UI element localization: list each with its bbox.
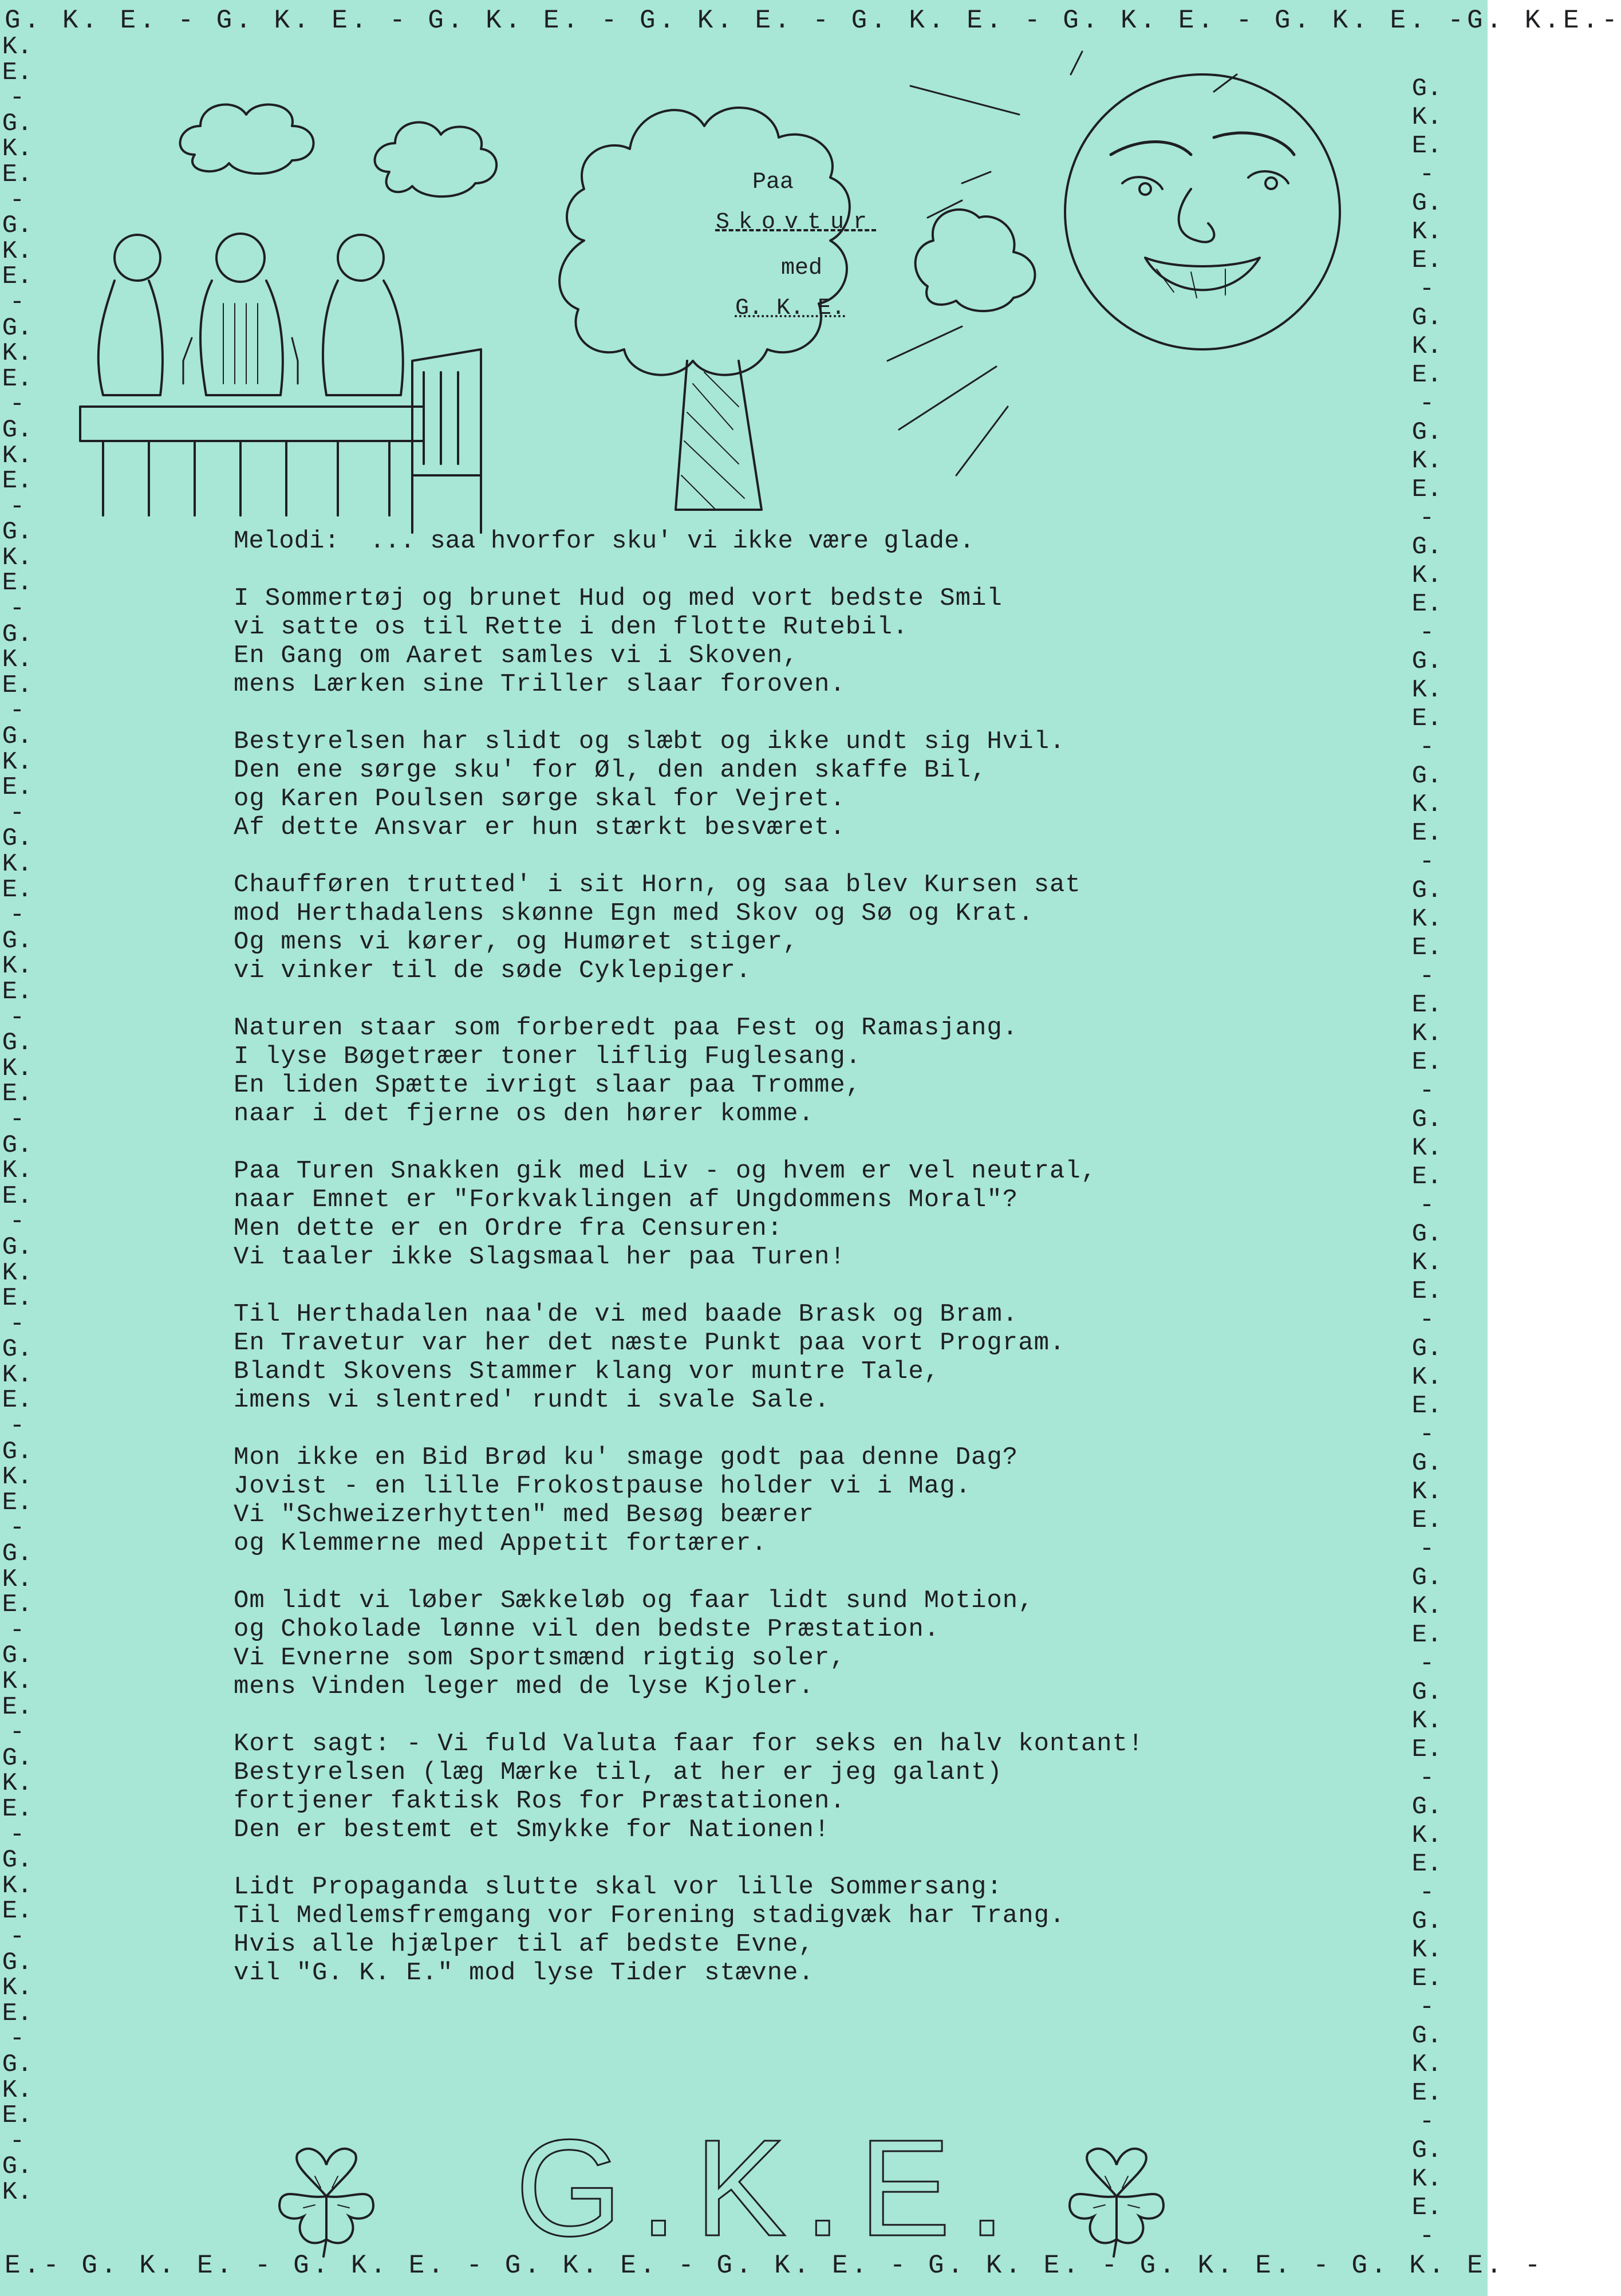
border-right-char: G. <box>1411 647 1442 676</box>
cloud-left-icon <box>180 105 314 174</box>
verse-line: vi vinker til de søde Cyklepiger. <box>234 956 752 985</box>
tree-sign-line-2: Skovtur <box>715 210 877 235</box>
border-right-char: K. <box>1411 1936 1442 1964</box>
border-left-char: G. <box>2 926 33 955</box>
stanza <box>234 584 1322 699</box>
border-left-char: E. <box>2 1590 33 1620</box>
verse-line: mod Herthadalens skønne Egn med Skov og Sø og Krat. <box>234 899 1034 928</box>
border-left-char: G. <box>2 1948 33 1977</box>
border-left-char: G. <box>2 1029 33 1058</box>
border-left-char: K. <box>2 1258 33 1287</box>
border-left-char: K. <box>2 135 33 164</box>
border-left-char: K. <box>2 1463 33 1492</box>
border-right-char: E. <box>1411 361 1442 389</box>
verse-line: Blandt Skovens Stammer klang vor muntre Tale, <box>234 1357 940 1386</box>
border-left-char: E. <box>2 1386 33 1415</box>
border-left-char: E. <box>2 58 33 87</box>
border-right-char: - <box>1419 962 1435 991</box>
border-left-char: G. <box>2 211 33 241</box>
border-right-char: E. <box>1411 1277 1442 1306</box>
border-right-char: K. <box>1411 1363 1442 1392</box>
border-left-char: - <box>9 186 25 215</box>
border-left-char: - <box>9 84 25 113</box>
verse-line: og Karen Poulsen sørge skal for Vejret. <box>234 785 846 813</box>
border-left-char: E. <box>2 364 33 393</box>
verse-line: Mon ikke en Bid Brød ku' smage godt paa denne Dag? <box>234 1443 1019 1472</box>
border-left-char: G. <box>2 313 33 342</box>
border-right-char: K. <box>1411 676 1442 704</box>
border-right-char: G. <box>1411 2136 1442 2165</box>
verse-line: Vi "Schweizerhytten" med Besøg beærer <box>234 1501 814 1529</box>
border-right-char: - <box>1419 504 1435 533</box>
border-right-char: G. <box>1411 1793 1442 1821</box>
tree-sign-line-4: G. K. E. <box>735 296 846 321</box>
border-right-char: K. <box>1411 218 1442 246</box>
border-right-char: G. <box>1411 2022 1442 2050</box>
border-left-char: E. <box>2 1284 33 1313</box>
verse-line: Og mens vi kører, og Humøret stiger, <box>234 928 799 956</box>
border-left-char: E. <box>2 773 33 802</box>
border-left-char: K. <box>2 2177 33 2207</box>
song-text <box>234 527 1322 1987</box>
border-right-char: - <box>1419 733 1435 762</box>
gke-logo: G.K.E. <box>515 2111 1023 2265</box>
border-right-char: E. <box>1411 590 1442 619</box>
border-right-char: K. <box>1411 332 1442 361</box>
border-left-char: - <box>9 1820 25 1849</box>
border-left-char: K. <box>2 1565 33 1594</box>
tree-sign-line-3: med <box>780 255 822 281</box>
border-left-char: E. <box>2 875 33 904</box>
border-right-char: - <box>1419 1077 1435 1105</box>
verse-line: Om lidt vi løber Sækkeløb og faar lidt sund Motion, <box>234 1586 1034 1615</box>
border-left-char: G. <box>2 1743 33 1773</box>
verse-line: og Klemmerne med Appetit fortærer. <box>234 1529 767 1558</box>
border-left-char: - <box>9 1003 25 1032</box>
border-left-char: K. <box>2 441 33 470</box>
border-right-char: - <box>1419 1878 1435 1907</box>
melody-line: Melodi: ... saa hvorfor sku' vi ikke være glade. <box>234 527 975 556</box>
border-left-char: - <box>9 2025 25 2054</box>
border-left-char: - <box>9 390 25 419</box>
border-left-char: G. <box>2 1335 33 1364</box>
verse-line: imens vi slentred' rundt i svale Sale. <box>234 1386 830 1415</box>
border-left-char: G. <box>2 1641 33 1671</box>
border-right-char: K. <box>1411 447 1442 475</box>
border-left-char: K. <box>2 2076 33 2105</box>
tree-sign-line-1: Paa <box>752 170 794 195</box>
border-right-char: G. <box>1411 1678 1442 1707</box>
border-right-char: G. <box>1411 1334 1442 1363</box>
border-left <box>0 34 34 2251</box>
border-right-char: G. <box>1411 762 1442 790</box>
border-right-char: E. <box>1411 246 1442 275</box>
border-left-char: K. <box>2 33 33 61</box>
border-left-char: - <box>9 594 25 624</box>
clover-right-icon <box>1059 2142 1174 2256</box>
verse-line: I lyse Bøgetræer toner liflig Fuglesang. <box>234 1042 862 1071</box>
border-right-char: G. <box>1411 74 1442 103</box>
verse-line: Men dette er en Ordre fra Censuren: <box>234 1214 783 1243</box>
verse-line: Bestyrelsen har slidt og slæbt og ikke undt sig Hvil. <box>234 727 1066 756</box>
stanza <box>234 1586 1322 1701</box>
border-left-char: G. <box>2 415 33 444</box>
border-right <box>1410 74 1444 2251</box>
border-left-char: K. <box>2 1769 33 1798</box>
border-right-char: E. <box>1411 1621 1442 1649</box>
verse-line: Til Medlemsfremgang vor Forening stadigvæk har Trang. <box>234 1901 1066 1930</box>
border-right-char: E. <box>1411 1964 1442 1993</box>
border-right-char: G. <box>1411 1449 1442 1478</box>
verse-line: Den er bestemt et Smykke for Nationen! <box>234 1815 830 1844</box>
verse-line: vi satte os til Rette i den flotte Rutebil. <box>234 613 909 641</box>
border-right-char: E. <box>1411 1850 1442 1878</box>
verse-line: Vi Evnerne som Sportsmænd rigtig soler, <box>234 1644 846 1672</box>
cloud-middle-icon <box>375 123 497 197</box>
border-right-char: E. <box>1411 1392 1442 1420</box>
border-left-char: E. <box>2 1080 33 1109</box>
border-left-char: E. <box>2 2101 33 2130</box>
border-right-char: - <box>1419 619 1435 647</box>
border-left-char: G. <box>2 2050 33 2079</box>
stanzas <box>234 584 1322 1987</box>
border-left-char: - <box>9 1105 25 1134</box>
verse-line: Jovist - en lille Frokostpause holder vi i Mag. <box>234 1472 972 1501</box>
border-left-char: G. <box>2 1846 33 1875</box>
border-right-char: E. <box>1411 1735 1442 1764</box>
border-left-char: K. <box>2 1054 33 1083</box>
border-left-char: - <box>9 798 25 828</box>
border-right-char: K. <box>1411 905 1442 934</box>
border-right-char: K. <box>1411 1478 1442 1506</box>
border-right-char: - <box>1419 1535 1435 1564</box>
border-right-char: E. <box>1411 991 1442 1019</box>
verse-line: En Gang om Aaret samles vi i Skoven, <box>234 641 799 670</box>
border-right-char: - <box>1419 2222 1435 2251</box>
border-bottom: E.- G. K. E. - G. K. E. - G. K. E. - G. K. E. - G. K. E. - G. K. E. - G. K. E. - <box>5 2251 1544 2281</box>
stanza <box>234 1157 1322 1271</box>
border-left-char: - <box>9 1309 25 1338</box>
border-right-char: E. <box>1411 704 1442 733</box>
border-right-char: - <box>1419 389 1435 418</box>
border-left-char: G. <box>2 109 33 138</box>
border-right-char: K. <box>1411 2165 1442 2193</box>
border-right-char: K. <box>1411 103 1442 132</box>
border-right-char: G. <box>1411 189 1442 218</box>
border-right-char: G. <box>1411 876 1442 905</box>
border-left-char: G. <box>2 2152 33 2181</box>
border-left-char: G. <box>2 1232 33 1262</box>
border-left-char: - <box>9 1616 25 1645</box>
border-left-char: G. <box>2 1539 33 1569</box>
verse-line: naar Emnet er "Forkvaklingen af Ungdommens Moral"? <box>234 1186 1019 1214</box>
stanza <box>234 871 1322 985</box>
border-left-char: G. <box>2 722 33 751</box>
border-right-char: - <box>1419 1420 1435 1449</box>
stanza <box>234 1014 1322 1128</box>
border-left-char: G. <box>2 824 33 853</box>
sun-rays-icon <box>888 52 1237 475</box>
border-left-char: K. <box>2 747 33 777</box>
sun-face-icon <box>1065 74 1340 349</box>
verse-line: Kort sagt: - Vi fuld Valuta faar for seks en halv kontant! <box>234 1730 1144 1758</box>
border-right-char: G. <box>1411 533 1442 561</box>
border-right-char: G. <box>1411 1907 1442 1936</box>
border-right-char: K. <box>1411 1249 1442 1277</box>
stanza <box>234 1730 1322 1844</box>
verse-line: Den ene sørge sku' for Øl, den anden skaffe Bil, <box>234 756 987 785</box>
verse-line: Paa Turen Snakken gik med Liv - og hvem er vel neutral, <box>234 1157 1097 1186</box>
verse-line: Lidt Propaganda slutte skal vor lille Sommersang: <box>234 1873 1003 1901</box>
border-right-char: E. <box>1411 2193 1442 2222</box>
border-right-char: K. <box>1411 1134 1442 1163</box>
border-left-char: - <box>9 1922 25 1951</box>
border-left-char: K. <box>2 1360 33 1389</box>
stanza <box>234 1300 1322 1415</box>
border-left-char: - <box>9 492 25 521</box>
border-left-char: G. <box>2 1131 33 1160</box>
verse-line: Til Herthadalen naa'de vi med baade Brask og Bram. <box>234 1300 1019 1329</box>
verse-line: Vi taaler ikke Slagsmaal her paa Turen! <box>234 1243 846 1271</box>
verse-line: Chaufføren trutted' i sit Horn, og saa blev Kursen sat <box>234 871 1081 899</box>
border-right-char: - <box>1419 1306 1435 1334</box>
verse-line: mens Lærken sine Triller slaar foroven. <box>234 670 846 699</box>
border-left-char: E. <box>2 1897 33 1926</box>
header-illustration <box>69 40 1409 556</box>
border-left-char: K. <box>2 952 33 981</box>
stanza <box>234 1443 1322 1558</box>
verse-line: En Travetur var her det næste Punkt paa vort Program. <box>234 1329 1066 1357</box>
border-left-char: E. <box>2 467 33 496</box>
verse-line: En liden Spætte ivrigt slaar paa Tromme, <box>234 1071 862 1100</box>
border-left-char: E. <box>2 671 33 700</box>
border-right-char: - <box>1419 2108 1435 2136</box>
border-right-char: E. <box>1411 934 1442 962</box>
border-right-char: G. <box>1411 1220 1442 1249</box>
stanza <box>234 1873 1322 1987</box>
border-left-char: - <box>9 1514 25 1543</box>
border-right-char: E. <box>1411 2079 1442 2108</box>
border-right-char: K. <box>1411 1019 1442 1048</box>
border-right-char: K. <box>1411 1707 1442 1735</box>
clover-left-icon <box>269 2142 384 2256</box>
border-right-char: - <box>1419 848 1435 876</box>
border-right-char: K. <box>1411 561 1442 590</box>
border-right-char: - <box>1419 1764 1435 1793</box>
border-right-char: E. <box>1411 475 1442 504</box>
border-right-char: K. <box>1411 790 1442 819</box>
border-left-char: G. <box>2 620 33 649</box>
border-left-char: K. <box>2 543 33 572</box>
border-right-char: E. <box>1411 1163 1442 1191</box>
border-right-char: - <box>1419 275 1435 304</box>
border-left-char: E. <box>2 1692 33 1722</box>
border-left-char: - <box>9 901 25 930</box>
border-right-char: E. <box>1411 819 1442 848</box>
border-left-char: - <box>9 1718 25 1747</box>
border-right-char: G. <box>1411 1105 1442 1134</box>
border-top: G. K. E. - G. K. E. - G. K. E. - G. K. E. - G. K. E. - G. K. E. - G. K. E. -G. K.E.- <box>5 6 1621 36</box>
border-right-char: - <box>1419 1191 1435 1220</box>
border-right-char: G. <box>1411 304 1442 332</box>
border-left-char: K. <box>2 1667 33 1696</box>
border-right-char: - <box>1419 1993 1435 2022</box>
border-left-char: E. <box>2 160 33 189</box>
border-right-char: - <box>1419 1649 1435 1678</box>
border-left-char: K. <box>2 237 33 266</box>
border-right-char: G. <box>1411 418 1442 447</box>
border-right-char: G. <box>1411 1564 1442 1592</box>
border-left-char: E. <box>2 569 33 598</box>
border-left-char: E. <box>2 1794 33 1824</box>
border-left-char: G. <box>2 518 33 547</box>
verse-line: I Sommertøj og brunet Hud og med vort bedste Smil <box>234 584 1003 613</box>
border-left-char: K. <box>2 1156 33 1186</box>
border-right-char: E. <box>1411 132 1442 160</box>
border-left-char: - <box>9 1412 25 1441</box>
border-left-char: E. <box>2 1999 33 2028</box>
verse-line: naar i det fjerne os den hører komme. <box>234 1100 814 1128</box>
border-left-char: K. <box>2 645 33 675</box>
stanza <box>234 727 1322 842</box>
border-left-char: E. <box>2 1488 33 1517</box>
border-left-char: - <box>9 288 25 317</box>
cloud-right-icon <box>916 210 1035 311</box>
border-right-char: K. <box>1411 2050 1442 2079</box>
verse-line: vil "G. K. E." mod lyse Tider stævne. <box>234 1959 814 1987</box>
border-right-char: E. <box>1411 1048 1442 1077</box>
border-left-char: E. <box>2 262 33 292</box>
verse-line: Hvis alle hjælper til af bedste Evne, <box>234 1930 814 1959</box>
border-left-char: K. <box>2 1871 33 1900</box>
verse-line: Naturen staar som forberedt paa Fest og Ramasjang. <box>234 1014 1019 1042</box>
verse-line: fortjener faktisk Ros for Præstationen. <box>234 1787 846 1815</box>
verse-line: og Chokolade lønne vil den bedste Præstation. <box>234 1615 940 1644</box>
border-left-char: - <box>9 696 25 726</box>
border-right-char: K. <box>1411 1821 1442 1850</box>
border-right-char: - <box>1419 160 1435 189</box>
border-left-char: K. <box>2 850 33 879</box>
border-left-char: - <box>9 2126 25 2156</box>
border-left-char: K. <box>2 1974 33 2003</box>
border-right-char: E. <box>1411 1506 1442 1535</box>
verse-line: mens Vinden leger med de lyse Kjoler. <box>234 1672 814 1701</box>
border-left-char: - <box>9 1207 25 1236</box>
border-left-char: K. <box>2 339 33 368</box>
border-left-char: E. <box>2 1182 33 1211</box>
picnic-people-icon <box>80 234 481 533</box>
border-right-char: K. <box>1411 1592 1442 1621</box>
verse-line: Bestyrelsen (læg Mærke til, at her er jeg galant) <box>234 1758 1003 1787</box>
border-left-char: E. <box>2 977 33 1006</box>
verse-line: Af dette Ansvar er hun stærkt besværet. <box>234 813 846 842</box>
border-left-char: G. <box>2 1437 33 1466</box>
